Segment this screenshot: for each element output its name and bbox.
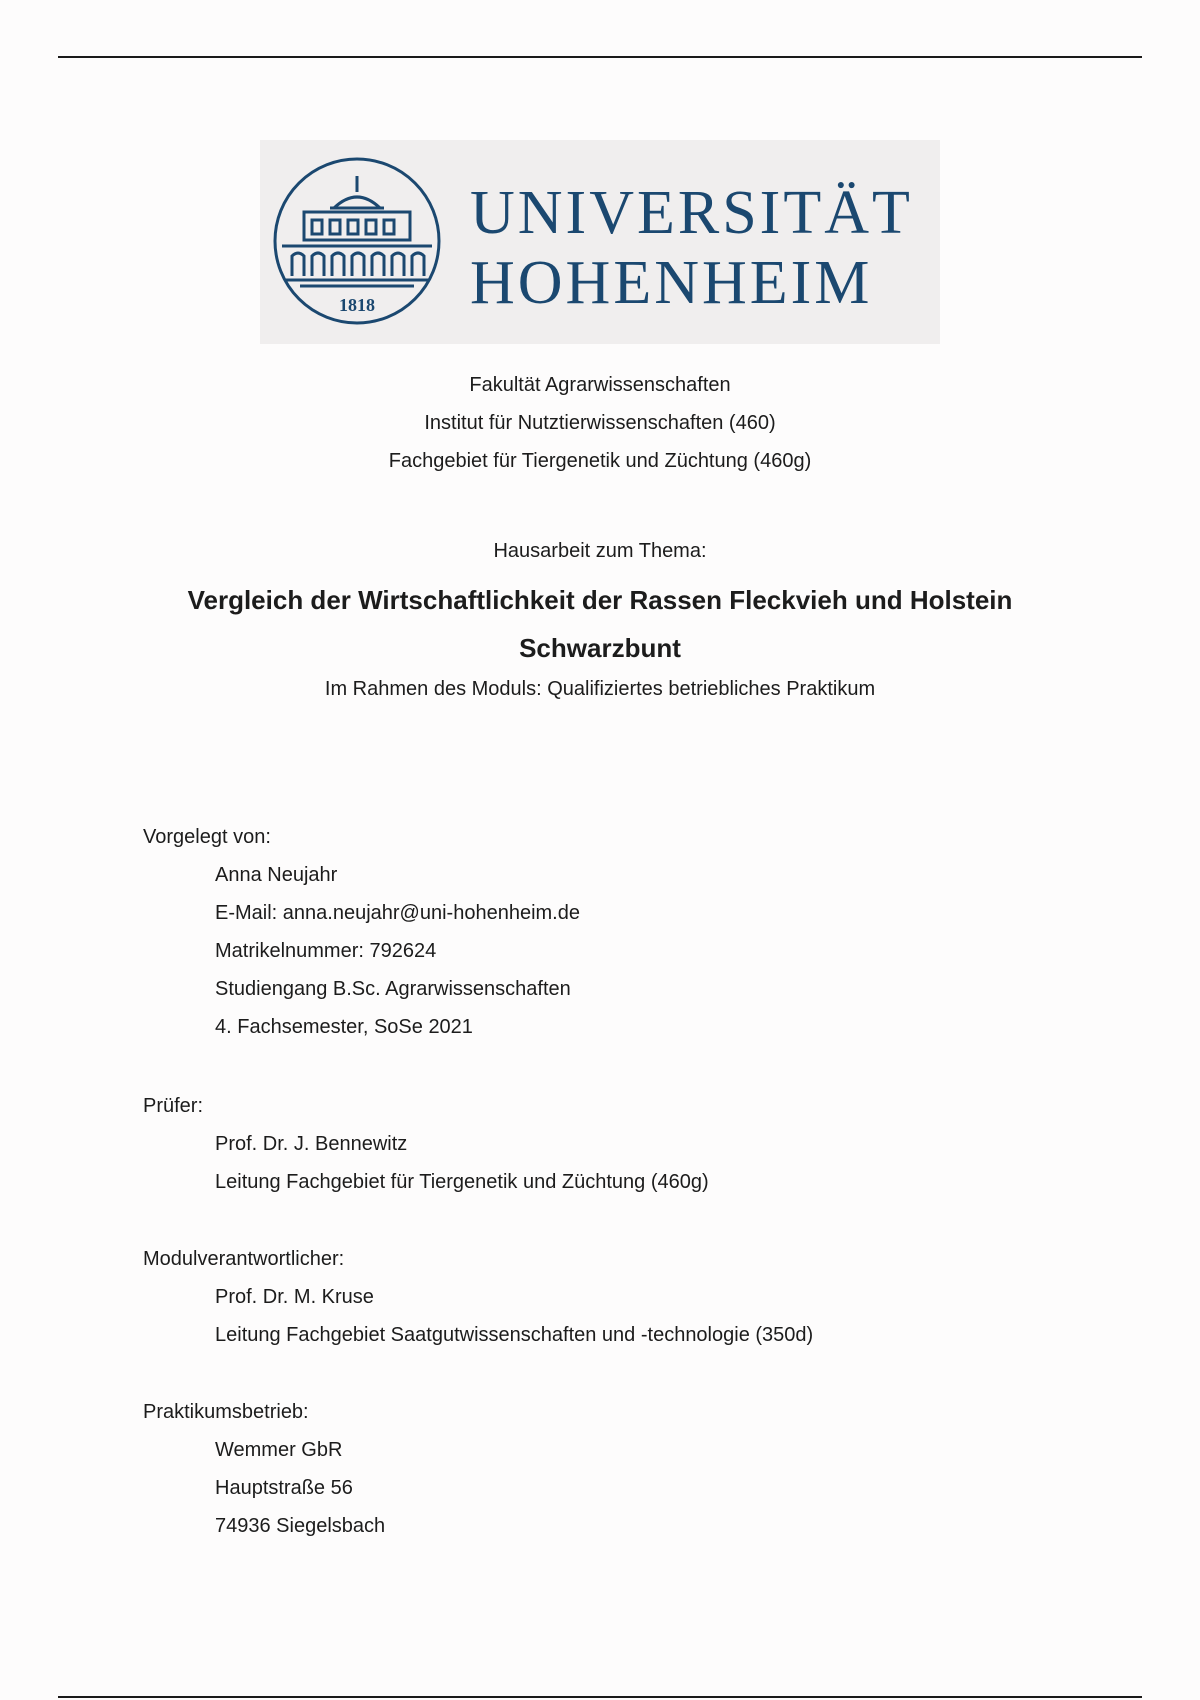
faculty-block [0,366,1200,480]
examiner-role: Leitung Fachgebiet für Tiergenetik und Züchtung (460g) [215,1171,709,1193]
department-name: Fachgebiet für Tiergenetik und Züchtung (460g) [388,450,812,472]
faculty-name: Fakultät Agrarwissenschaften [469,374,731,396]
examiner-section [143,1087,709,1201]
institute-name: Institut für Nutztierwissenschaften (460) [424,412,776,434]
study-program: Studiengang B.Sc. Agrarwissenschaften [215,978,571,1000]
semester: 4. Fachsemester, SoSe 2021 [215,1016,473,1038]
module-subtitle: Im Rahmen des Moduls: Qualifiziertes betriebliches Praktikum [324,678,876,700]
thesis-title-line-2: Schwarzbunt [519,633,681,663]
matriculation-number: Matrikelnummer: 792624 [215,940,437,962]
internship-label: Praktikumsbetrieb: [143,1401,309,1423]
module-lead-role: Leitung Fachgebiet Saatgutwissenschaften und -technologie (350d) [215,1324,814,1346]
company-name: Wemmer GbR [215,1439,343,1461]
company-street: Hauptstraße 56 [215,1477,353,1499]
university-logo [260,140,940,344]
internship-section [143,1393,385,1545]
submitted-by-section [143,818,580,1046]
company-city: 74936 Siegelsbach [215,1515,386,1537]
logo-text-line-1: UNIVERSITÄT [470,179,913,247]
examiner-label: Prüfer: [143,1095,204,1117]
submitted-by-label: Vorgelegt von: [143,826,271,848]
thesis-title-line-1: Vergleich der Wirtschaftlichkeit der Rassen Fleckvieh und Holstein [187,585,1013,615]
logo-text-line-2: HOHENHEIM [470,249,873,317]
thesis-title [0,576,1200,672]
module-lead-section [143,1240,813,1354]
author-name: Anna Neujahr [215,864,338,886]
author-email: E-Mail: anna.neujahr@uni-hohenheim.de [215,902,580,924]
examiner-name: Prof. Dr. J. Bennewitz [215,1133,408,1155]
module-lead-label: Modulverantwortlicher: [143,1248,345,1270]
module-lead-name: Prof. Dr. M. Kruse [215,1286,374,1308]
seal-year: 1818 [339,295,375,315]
thesis-intro: Hausarbeit zum Thema: [493,540,707,562]
header-rule [58,56,1142,58]
university-seal-icon [272,156,442,326]
footer-rule [58,1696,1142,1698]
